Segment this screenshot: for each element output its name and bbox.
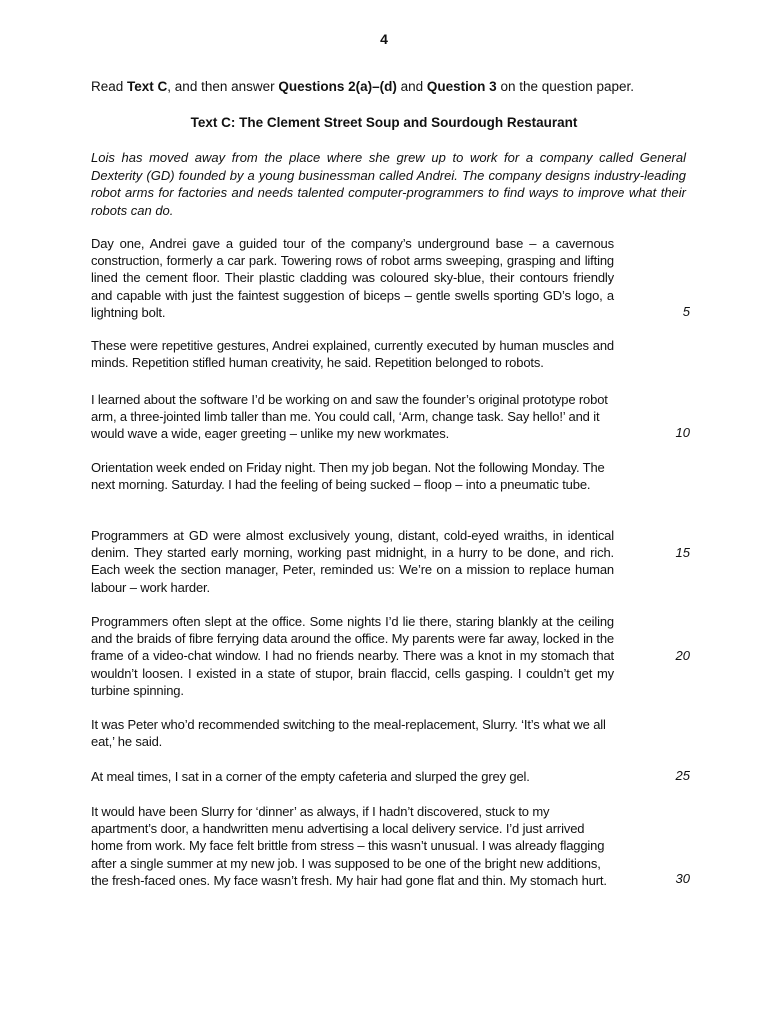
paragraph-1: Day one, Andrei gave a guided tour of the company’s underground base – a cavernous construction, formerly a car park. Towering rows of robot arms sweeping, grasping and lifting lined the cement floor. Their plastic cladding was coloured sky-blue, their contours friendly and capable with just the faintest suggestion of biceps – gentle swells sporting GD’s logo, a lightning bolt. <box>91 236 614 320</box>
line-number: 30 <box>675 871 690 886</box>
intro-paragraph: Lois has moved away from the place where she grew up to work for a company called General Dexterity (GD) founded by a young businessman called Andrei. The company designs industry-leading robot arms for factories and needs talented computer-programmers to find ways to improve what their robots can do. <box>91 150 686 218</box>
instruction <box>91 78 691 96</box>
line-number: 15 <box>675 545 690 560</box>
paragraph-6: Programmers often slept at the office. Some nights I’d lie there, staring blankly at the ceiling and the braids of fibre ferrying data around the office. My parents were far away, locked in the frame of a video-chat window. I had no friends nearby. There was a knot in my stomach that wouldn’t loosen. I existed in a state of stupor, brain flaccid, cells gasping. I couldn’t get my turbine spinning. <box>91 614 614 698</box>
paragraph-8: At meal times, I sat in a corner of the empty cafeteria and slurped the grey gel. <box>91 769 530 784</box>
paragraph-3: I learned about the software I’d be working on and saw the founder’s original prototype robot arm, a three-jointed limb taller than me. You could call, ‘Arm, change task. Say hello!’ and it would wave a wide, eager greeting – unlike my new workmates. <box>91 392 608 442</box>
line-number: 25 <box>675 768 690 783</box>
text-title: Text C: The Clement Street Soup and Sourdough Restaurant <box>190 115 578 130</box>
instruction-text: Read <box>91 79 128 94</box>
instruction-text: on the question paper. <box>496 79 635 94</box>
paragraph-9: It would have been Slurry for ‘dinner’ as always, if I hadn’t discovered, stuck to my apartment’s door, a handwritten menu advertising a local delivery service. I’d just arrived home from work. My face felt brittle from stress – this wasn’t unusual. I was already flagging after a single summer at my new job. I was supposed to be one of the bright new additions, the fresh-faced ones. My face wasn’t fresh. My hair had gone flat and thin. My stomach hurt. <box>91 804 607 888</box>
line-number: 10 <box>675 425 690 440</box>
instruction-text: , and then answer <box>167 79 279 94</box>
paragraph-5: Programmers at GD were almost exclusively young, distant, cold-eyed wraiths, in identical denim. They started early morning, working past midnight, in a hurry to be done, and rich. Each week the section manager, Peter, reminded us: We’re on a mission to replace human labour – work harder. <box>91 528 614 595</box>
instruction-questions-2: Questions 2(a)–(d) <box>278 79 397 94</box>
instruction-text-c: Text C <box>127 79 168 94</box>
paragraph-2: These were repetitive gestures, Andrei explained, currently executed by human muscles and minds. Repetition stifled human creativity, he said. Repetition belonged to robots. <box>91 338 614 371</box>
instruction-text: and <box>396 79 427 94</box>
line-number: 5 <box>682 304 690 319</box>
paragraph-4: Orientation week ended on Friday night. Then my job began. Not the following Monday. The next morning. Saturday. I had the feeling of being sucked – floop – into a pneumatic tube. <box>91 460 605 493</box>
paragraph-7: It was Peter who’d recommended switching to the meal-replacement, Slurry. ‘It’s what we all eat,’ he said. <box>91 717 606 750</box>
page-number: 4 <box>380 31 388 47</box>
instruction-question-3: Question 3 <box>426 79 497 94</box>
line-number: 20 <box>675 648 690 663</box>
